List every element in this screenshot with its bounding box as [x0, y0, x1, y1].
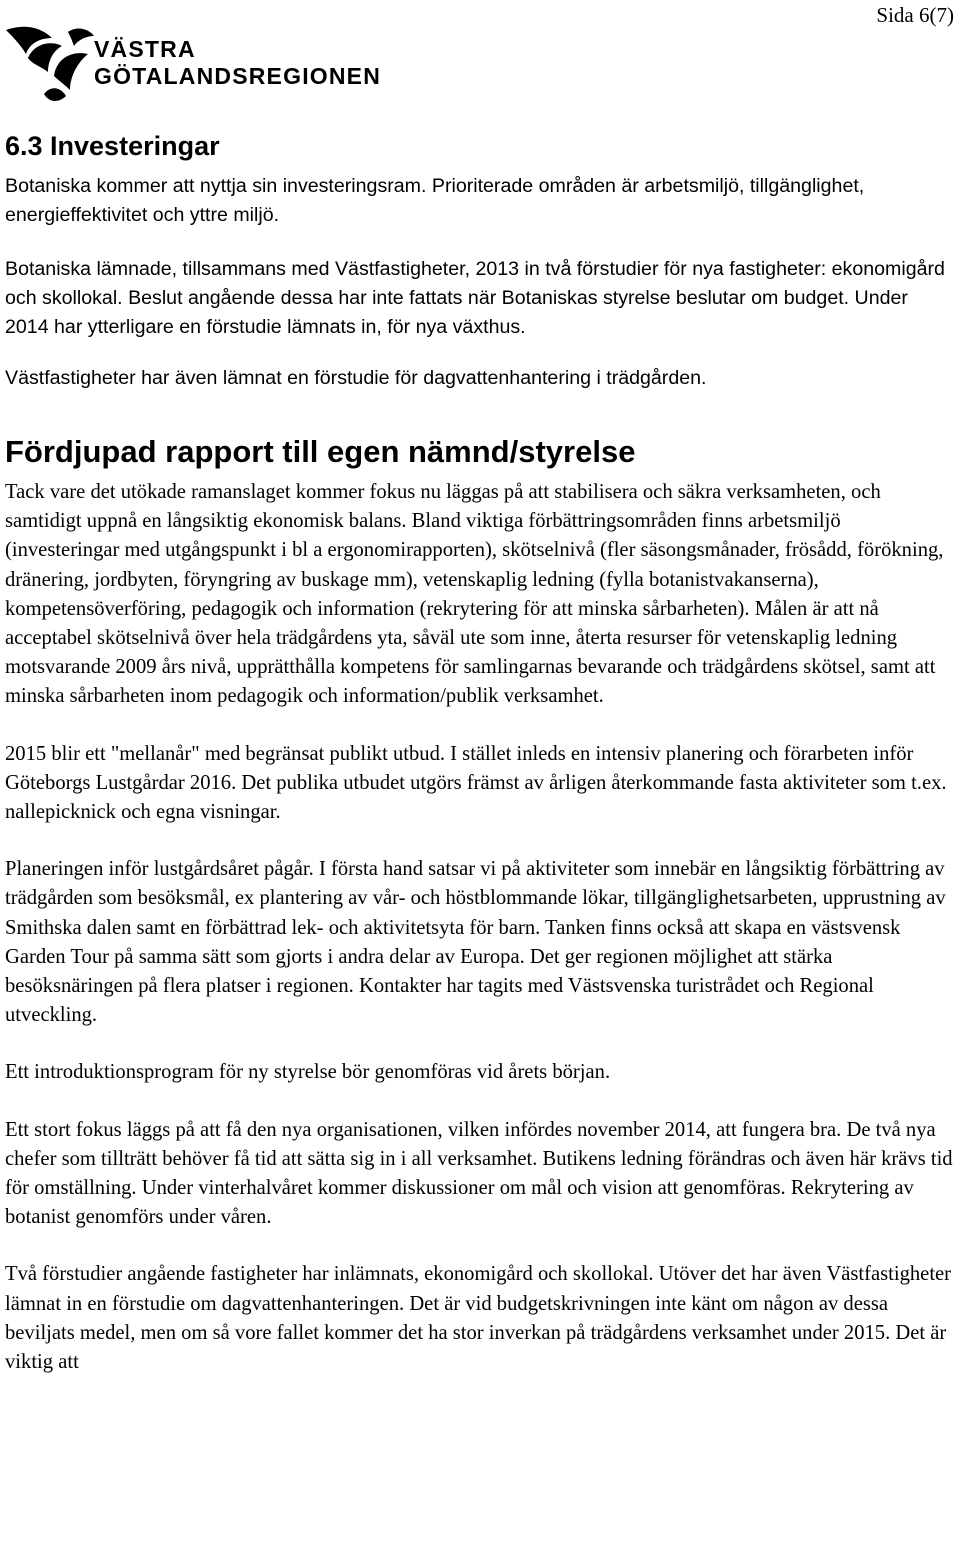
paragraph: Ett introduktionsprogram för ny styrelse bör genomföras vid årets början. — [5, 1061, 611, 1084]
page-number: Sida 6(7) — [876, 3, 954, 27]
logo-line-1: VÄSTRA — [94, 36, 196, 62]
paragraph: Planeringen inför lustgårdsåret pågår. I första hand satsar vi på aktiviteter som innebär en långsiktig förbättring av trädgården som besöksmål, ex plantering av vår- och höstblommande lökar, tillgänglighetsarbeten, upprustning av Smithska dalen samt en förbättrad lek- och aktivitetsyta för barn. Tanken finns också att skapa en västsvensk Garden Tour på samma sätt som gjorts i andra delar av Europa. Det ger regionen möjlighet att stärka besöksnäringen på flera platser i regionen. Kontakter har tagits med Västsvenska turistrådet och Regional utveckling. — [5, 858, 946, 1027]
paragraph: Ett stort fokus läggs på att få den nya organisationen, vilken infördes november 2014, att fungera bra. De två nya chefer som tillträtt behöver få tid att sätta sig in i all verksamhet. Butikens ledning förändras och även här krävs tid för omställning. Under vinterhalvåret kommer diskussioner om mål och vision att genomföras. Rekrytering av botanist genomförs under våren. — [5, 1118, 953, 1229]
logo-line-2: GÖTALANDSREGIONEN — [94, 63, 382, 89]
paragraph: Botaniska lämnade, tillsammans med Västfastigheter, 2013 in två förstudier för nya fastigheter: ekonomigård och skollokal. Beslut angående dessa har inte fattats när Botaniskas styrelse beslutar om budget. Under 2014 har ytterligare en förstudie lämnats in, för nya växthus. — [5, 258, 945, 338]
logo-wordmark — [94, 36, 381, 90]
paragraph: Västfastigheter har även lämnat en förstudie för dagvattenhantering i trädgården. — [5, 367, 707, 389]
document-body — [5, 128, 955, 1405]
paragraph: 2015 blir ett "mellanår" med begränsat publikt utbud. I stället inleds en intensiv planering och förarbeten inför Göteborgs Lustgårdar 2016. Det publika utbudet utgörs främst av årligen återkommande fasta aktiviteter som t.ex. nallepicknick och egna visningar. — [5, 742, 947, 824]
vgr-logo — [4, 24, 384, 106]
paragraph: Botaniska kommer att nyttja sin investeringsram. Prioriterade områden är arbetsmiljö, tillgänglighet, energieffektivitet och yttre miljö. — [5, 175, 865, 226]
paragraph: Tack vare det utökade ramanslaget kommer fokus nu läggas på att stabilisera och säkra verksamheten, och samtidigt uppnå en långsiktig ekonomisk balans. Bland viktiga förbättringsområden finns arbetsmiljö (investeringar med utgångspunkt i bl a ergonomirapporten), skötselnivå (fler säsongsmånader, frösådd, förökning, dränering, jordbyten, föryngring av buskage mm), vetenskaplig ledning (fylla botanistvakanserna), kompetensöverföring, pedagogik och information (rekrytering för att minska sårbarheten). Målen är att nå acceptabel skötselnivå över hela trädgårdens yta, såväl ute som inne, återta resurser för vetenskaplig ledning motsvarande 2009 års nivå, upprätthålla kompetens för samlingarnas bevarande och trädgårdens skötsel, samt att minska sårbarheten inom pedagogik och information/publik verksamhet. — [5, 481, 944, 708]
vgr-emblem-icon — [4, 24, 96, 106]
paragraph: Två förstudier angående fastigheter har inlämnats, ekonomigård och skollokal. Utöver det har även Västfastigheter lämnat in en förstudie om dagvattenhanteringen. Det är vid budgetskrivningen inte känt om någon av dessa beviljats medel, men om så vore fallet kommer det ha stor inverkan på trädgårdens verksamhet under 2015. Det är viktig att — [5, 1263, 952, 1374]
main-heading-report: Fördjupad rapport till egen nämnd/styrelse — [5, 434, 636, 469]
section-heading-investments: 6.3 Investeringar — [5, 131, 220, 161]
